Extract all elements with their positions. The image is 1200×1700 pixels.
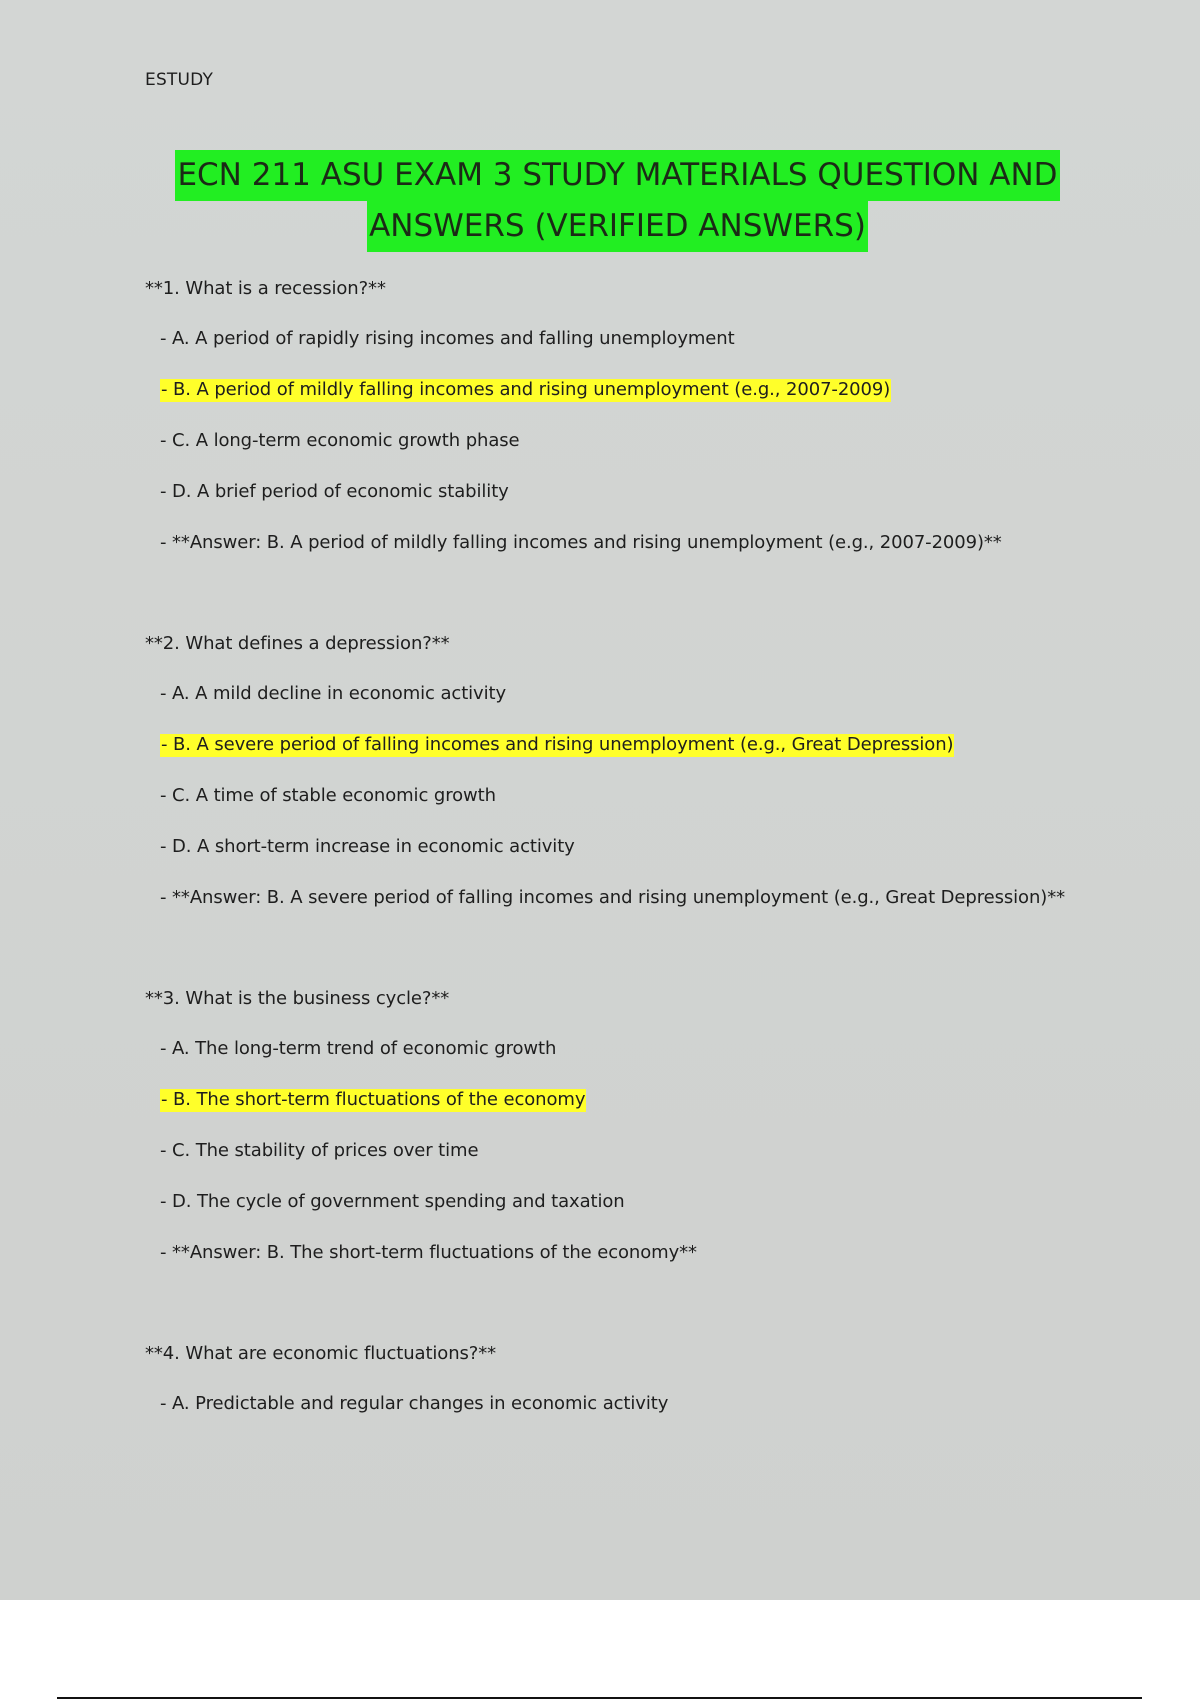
document-title (0, 150, 1200, 252)
option-b-highlighted (145, 730, 1065, 781)
document-header: ESTUDY (145, 70, 214, 90)
title-line-1: ECN 211 ASU EXAM 3 STUDY MATERIALS QUESTION AND (175, 150, 1059, 201)
question-list (145, 274, 1065, 1440)
question-text: **4. What are economic fluctuations?** (145, 1343, 497, 1364)
option-a: - A. Predictable and regular changes in economic activity (160, 1393, 669, 1414)
option-d: - D. The cycle of government spending and taxation (160, 1191, 625, 1212)
option-d: - D. A short-term increase in economic activity (160, 836, 575, 857)
highlighted-answer: - B. The short-term fluctuations of the economy (161, 1089, 586, 1110)
question-text: **3. What is the business cycle?** (145, 988, 450, 1009)
option-c: - C. A long-term economic growth phase (160, 430, 520, 451)
option-c: - C. The stability of prices over time (160, 1140, 479, 1161)
question-block-2 (145, 629, 1065, 984)
footer-divider (57, 1697, 1142, 1699)
question-text: **1. What is a recession?** (145, 278, 386, 299)
option-b-highlighted (145, 1085, 1065, 1136)
question-block-4 (145, 1339, 1065, 1440)
answer-line: - **Answer: B. A period of mildly falling incomes and rising unemployment (e.g., 2007-2009)** (160, 532, 1002, 553)
highlighted-answer: - B. A period of mildly falling incomes and rising unemployment (e.g., 2007-2009) (161, 379, 891, 400)
page-footer (0, 1600, 1200, 1700)
question-text: **2. What defines a depression?** (145, 633, 450, 654)
highlighted-answer: - B. A severe period of falling incomes and rising unemployment (e.g., Great Depression) (161, 734, 954, 755)
answer-line: - **Answer: B. The short-term fluctuations of the economy** (160, 1242, 697, 1263)
option-a: - A. A mild decline in economic activity (160, 683, 507, 704)
option-a: - A. The long-term trend of economic growth (160, 1038, 557, 1059)
question-block-1 (145, 274, 1065, 629)
option-b-highlighted (145, 375, 1065, 426)
question-block-3 (145, 984, 1065, 1339)
option-a: - A. A period of rapidly rising incomes and falling unemployment (160, 328, 735, 349)
option-c: - C. A time of stable economic growth (160, 785, 496, 806)
title-line-2: ANSWERS (VERIFIED ANSWERS) (367, 201, 868, 252)
answer-line: - **Answer: B. A severe period of falling incomes and rising unemployment (e.g., Great Depression)** (160, 887, 1065, 908)
option-d: - D. A brief period of economic stability (160, 481, 509, 502)
